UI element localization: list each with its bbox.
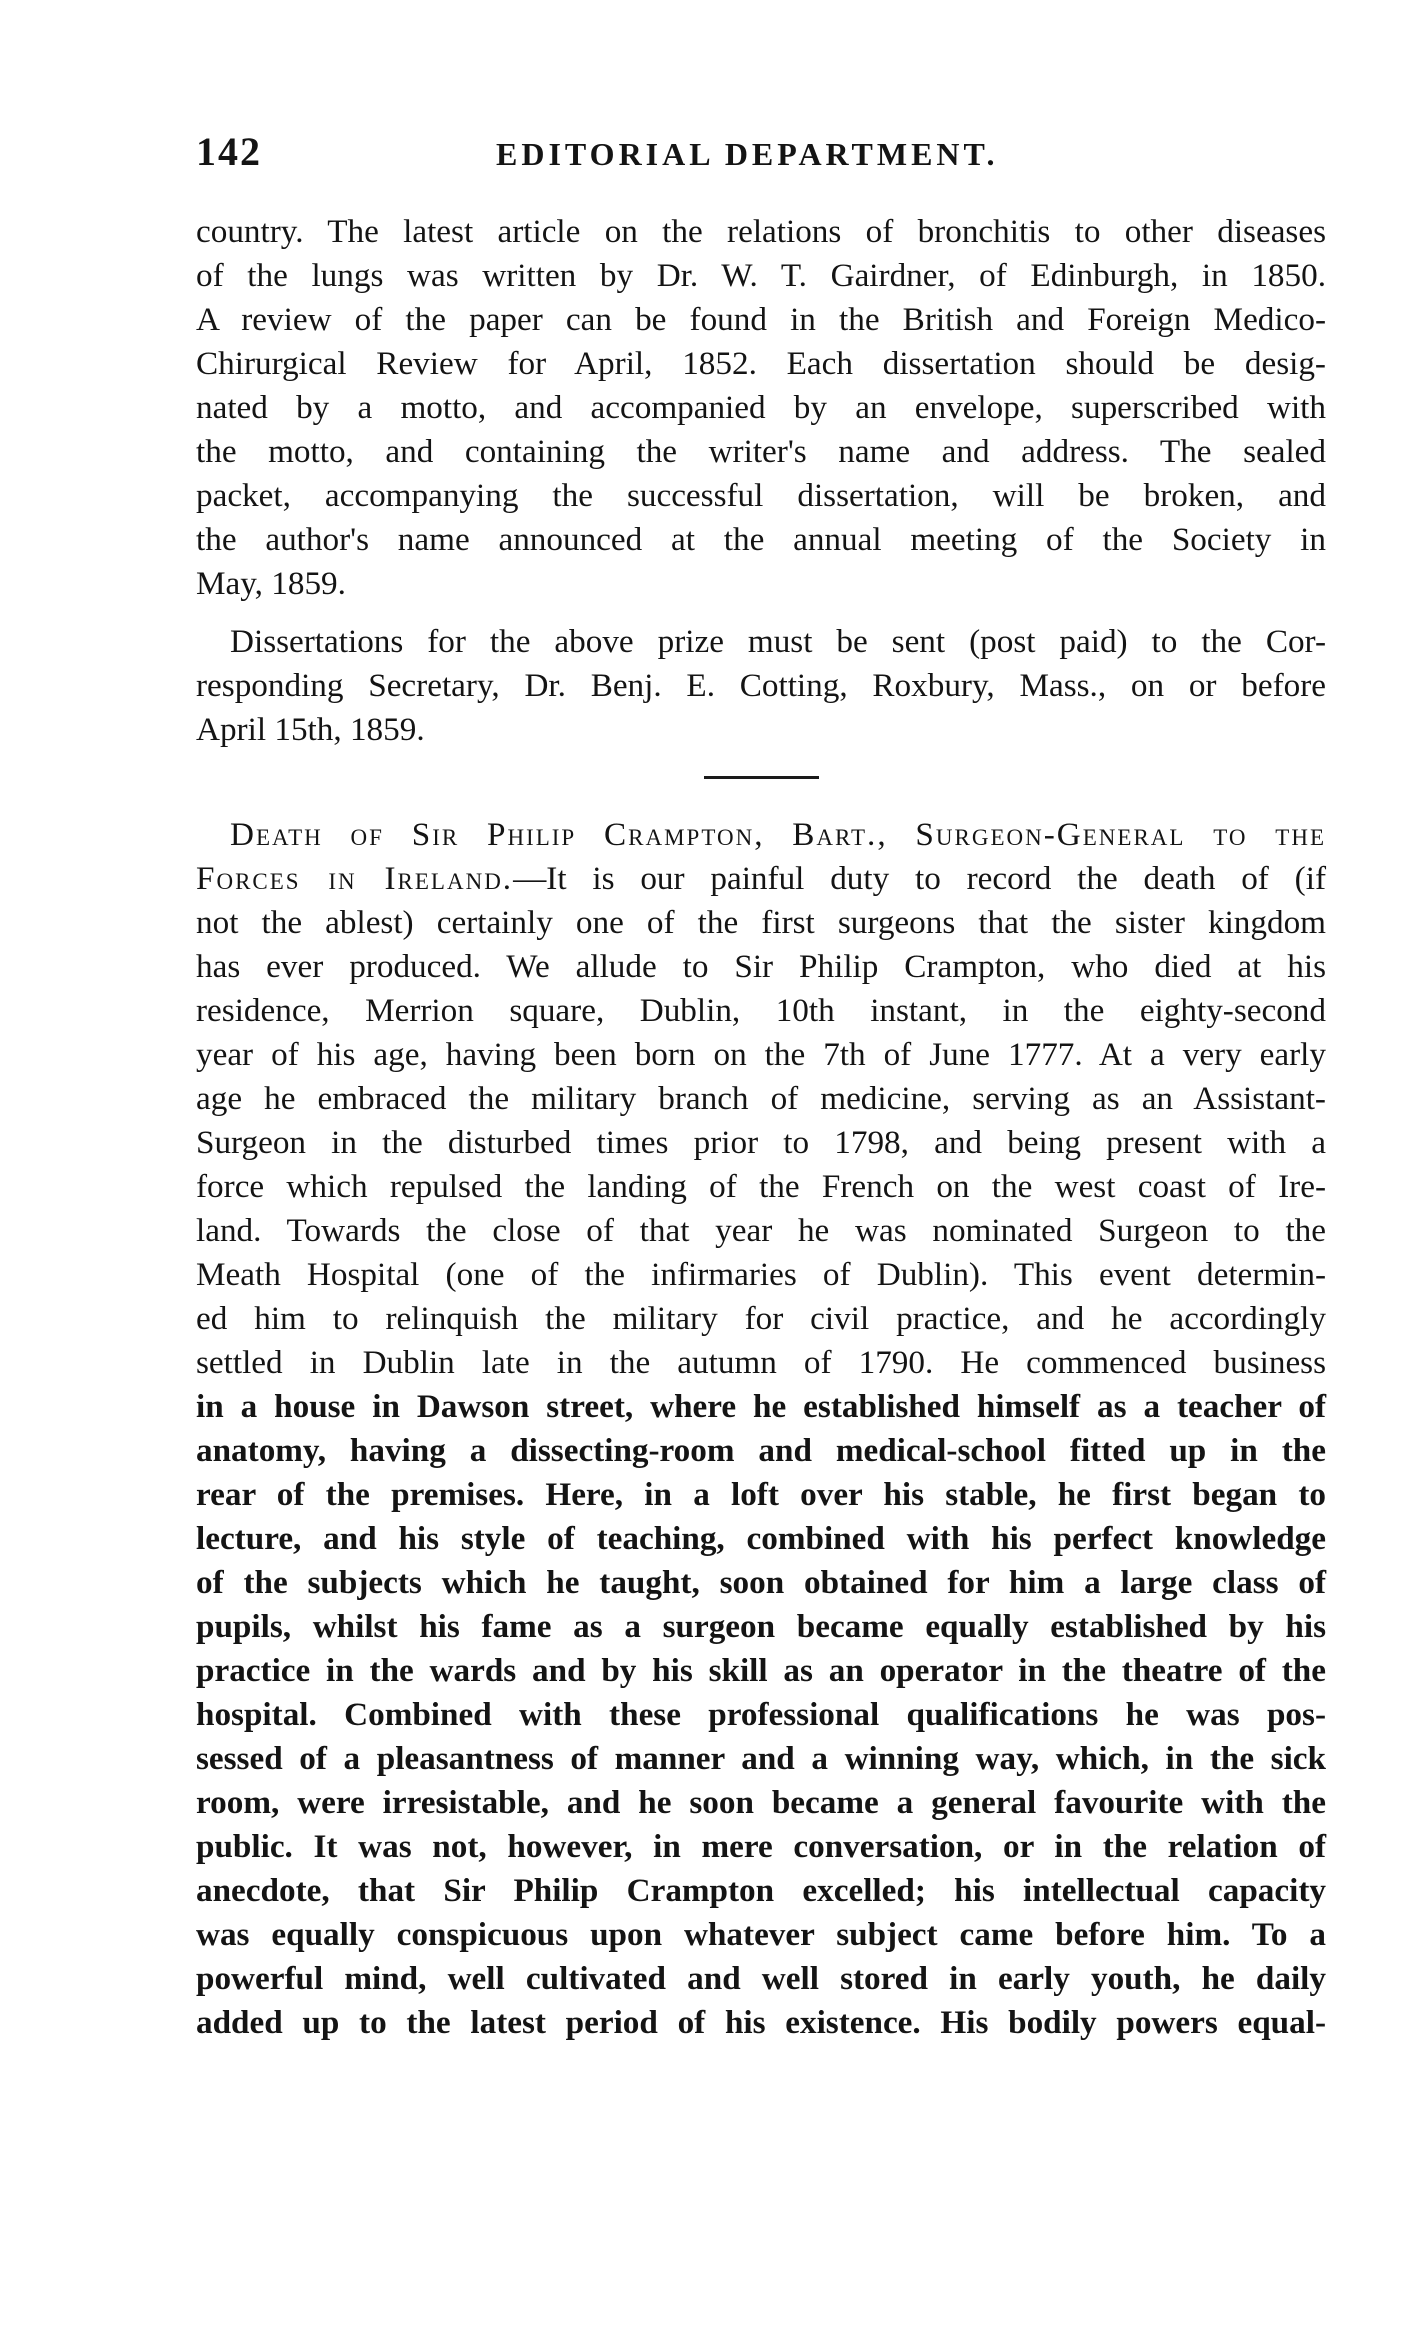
text-line: pupils, whilst his fame as a surgeon became equally established by his bbox=[196, 1608, 1326, 1645]
text-line: year of his age, having been born on the 7th of June 1777. At a very early bbox=[196, 1036, 1326, 1073]
text-line: Surgeon in the disturbed times prior to 1798, and being present with a bbox=[196, 1124, 1326, 1161]
text-line: packet, accompanying the successful dissertation, will be broken, and bbox=[196, 477, 1326, 514]
text-line: responding Secretary, Dr. Benj. E. Cotting, Roxbury, Mass., on or before bbox=[196, 667, 1326, 704]
text-line: April 15th, 1859. bbox=[196, 711, 425, 748]
text-line: nated by a motto, and accompanied by an envelope, superscribed with bbox=[196, 389, 1326, 426]
text-line: land. Towards the close of that year he was nominated Surgeon to the bbox=[196, 1212, 1326, 1249]
text-line: was equally conspicuous upon whatever subject came before him. To a bbox=[196, 1916, 1326, 1953]
text-line: sessed of a pleasantness of manner and a winning way, which, in the sick bbox=[196, 1740, 1326, 1777]
text-line: anatomy, having a dissecting-room and medical-school fitted up in the bbox=[196, 1432, 1326, 1469]
text-line: has ever produced. We allude to Sir Philip Crampton, who died at his bbox=[196, 948, 1326, 985]
page-number: 142 bbox=[196, 129, 262, 174]
text-line: rear of the premises. Here, in a loft over his stable, he first began to bbox=[196, 1476, 1326, 1513]
text-line: force which repulsed the landing of the French on the west coast of Ire- bbox=[196, 1168, 1326, 1205]
text-line: Dissertations for the above prize must be sent (post paid) to the Cor- bbox=[230, 623, 1326, 660]
text-line: age he embraced the military branch of medicine, serving as an Assistant- bbox=[196, 1080, 1326, 1117]
article-heading-continued: Forces in Ireland. bbox=[196, 860, 514, 897]
text-line: lecture, and his style of teaching, combined with his perfect knowledge bbox=[196, 1520, 1326, 1557]
text-line: residence, Merrion square, Dublin, 10th instant, in the eighty-second bbox=[196, 992, 1326, 1029]
text-line: May, 1859. bbox=[196, 565, 346, 602]
article-heading: Death of Sir Philip Crampton, Bart., Surgeon-General to the bbox=[230, 816, 1326, 853]
text-line: hospital. Combined with these professional qualifications he was pos- bbox=[196, 1696, 1326, 1733]
text-line: the motto, and containing the writer's name and address. The sealed bbox=[196, 433, 1326, 470]
text-line: added up to the latest period of his existence. His bodily powers equal- bbox=[196, 2004, 1326, 2041]
text-line: not the ablest) certainly one of the first surgeons that the sister kingdom bbox=[196, 904, 1326, 941]
text-line: of the lungs was written by Dr. W. T. Gairdner, of Edinburgh, in 1850. bbox=[196, 257, 1326, 294]
paragraph-submission bbox=[196, 620, 1326, 752]
paragraph-prize-notice bbox=[196, 210, 1326, 606]
paragraph-crampton-obituary bbox=[196, 813, 1326, 2045]
text-line: settled in Dublin late in the autumn of 1790. He commenced business bbox=[196, 1344, 1326, 1381]
text-line bbox=[196, 857, 1326, 901]
page-header bbox=[196, 128, 1326, 188]
text-line: practice in the wards and by his skill as an operator in the theatre of the bbox=[196, 1652, 1326, 1689]
text-line: public. It was not, however, in mere conversation, or in the relation of bbox=[196, 1828, 1326, 1865]
text-line: powerful mind, well cultivated and well stored in early youth, he daily bbox=[196, 1960, 1326, 1997]
section-divider bbox=[704, 776, 819, 779]
text-line: country. The latest article on the relations of bronchitis to other diseases bbox=[196, 213, 1326, 250]
text-line: A review of the paper can be found in the British and Foreign Medico- bbox=[196, 301, 1326, 338]
running-head: EDITORIAL DEPARTMENT. bbox=[496, 136, 999, 172]
text-line: of the subjects which he taught, soon obtained for him a large class of bbox=[196, 1564, 1326, 1601]
text-column bbox=[196, 210, 1326, 2045]
text-line: Chirurgical Review for April, 1852. Each dissertation should be desig- bbox=[196, 345, 1326, 382]
text-line: the author's name announced at the annual meeting of the Society in bbox=[196, 521, 1326, 558]
text-fragment: —It is our painful duty to record the death of (if bbox=[513, 860, 1326, 897]
text-line: room, were irresistable, and he soon became a general favourite with the bbox=[196, 1784, 1326, 1821]
text-line: anecdote, that Sir Philip Crampton excelled; his intellectual capacity bbox=[196, 1872, 1326, 1909]
text-line: ed him to relinquish the military for civil practice, and he accordingly bbox=[196, 1300, 1326, 1337]
text-line: in a house in Dawson street, where he established himself as a teacher of bbox=[196, 1388, 1326, 1425]
text-line: Meath Hospital (one of the infirmaries of Dublin). This event determin- bbox=[196, 1256, 1326, 1293]
